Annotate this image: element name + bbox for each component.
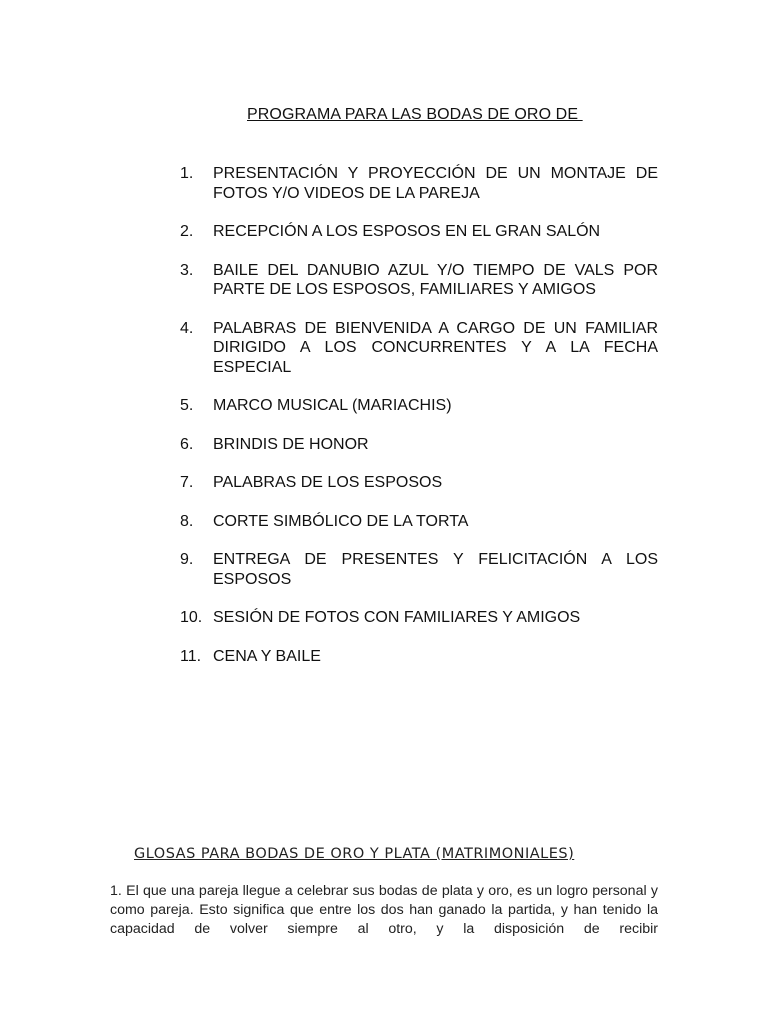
program-item-number: 1. (180, 165, 194, 182)
program-item-text: RECEPCIÓN A LOS ESPOSOS EN EL GRAN SALÓN (213, 223, 601, 240)
program-item (180, 261, 658, 300)
program-item-number: 8. (180, 512, 194, 530)
program-item-text: ENTREGA DE PRESENTES Y FELICITACIÓN A LOS ESPOSOS (213, 551, 658, 588)
program-item (180, 608, 658, 628)
program-item-text: SESIÓN DE FOTOS CON FAMILIARES Y AMIGOS (213, 609, 581, 626)
program-item (180, 647, 658, 667)
glosas-paragraph: 1. El que una pareja llegue a celebrar sus bodas de plata y oro, es un logro personal y como pareja. Esto significa que entre los dos han ganado la partida, y han tenido la capacidad de volver siempre al otro, y la disposición de recibir (110, 883, 658, 937)
program-item (180, 396, 658, 416)
program-item-text: BRINDIS DE HONOR (213, 435, 369, 453)
program-item-text: CENA Y BAILE (213, 647, 321, 665)
program-item-number: 9. (180, 551, 194, 568)
page-title: PROGRAMA PARA LAS BODAS DE ORO DE (247, 106, 583, 123)
glosas-section-title: GLOSAS PARA BODAS DE ORO Y PLATA (MATRIMONIALES) (134, 846, 575, 862)
program-item-text: PRESENTACIÓN Y PROYECCIÓN DE UN MONTAJE DE FOTOS Y/O VIDEOS DE LA PAREJA (213, 165, 658, 202)
program-item-number: 5. (180, 397, 194, 414)
program-item-number: 4. (180, 319, 194, 337)
program-item-number: 2. (180, 223, 194, 240)
program-item (180, 512, 658, 532)
program-item-text: BAILE DEL DANUBIO AZUL Y/O TIEMPO DE VALS POR PARTE DE LOS ESPOSOS, FAMILIARES Y AMIGOS (213, 261, 658, 298)
program-list (180, 164, 658, 666)
program-item (180, 473, 658, 493)
program-item (180, 550, 658, 589)
program-item-text: PALABRAS DE LOS ESPOSOS (213, 474, 443, 491)
program-item-number: 10. (180, 609, 203, 626)
program-item-text: MARCO MUSICAL (MARIACHIS) (213, 397, 452, 414)
program-item-number: 7. (180, 474, 194, 491)
program-item-number: 11. (180, 647, 202, 665)
program-item (180, 435, 658, 455)
program-item-text: PALABRAS DE BIENVENIDA A CARGO DE UN FAMILIAR DIRIGIDO A LOS CONCURRENTES Y A LA FECHA ESPECIAL (213, 319, 658, 376)
program-item-number: 6. (180, 435, 194, 453)
program-item (180, 164, 658, 203)
program-item (180, 222, 658, 242)
program-item-number: 3. (180, 261, 194, 279)
program-item (180, 319, 658, 378)
program-item-text: CORTE SIMBÓLICO DE LA TORTA (213, 512, 469, 530)
